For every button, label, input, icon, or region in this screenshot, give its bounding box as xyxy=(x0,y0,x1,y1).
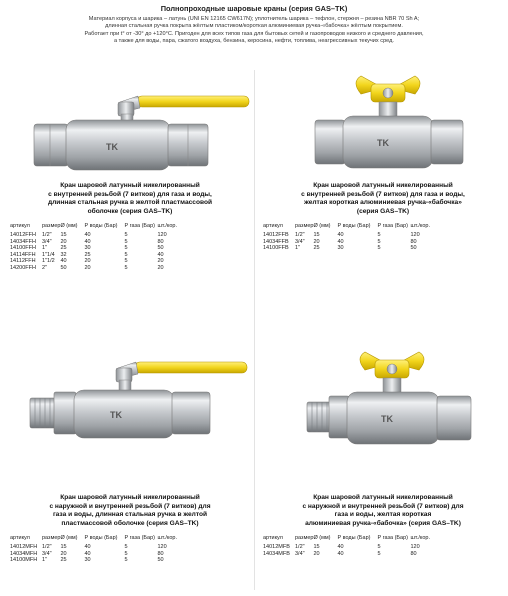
table-cell: 5 xyxy=(124,264,128,271)
column-header: P воды (Бар) xyxy=(337,535,371,541)
brand-mark: TK xyxy=(377,138,389,148)
table-cell: 120 xyxy=(157,544,167,550)
table-cell: 40 xyxy=(337,232,344,238)
brand-mark: TK xyxy=(381,414,393,424)
table-cell: 40 xyxy=(84,544,91,550)
intro-line: длинная стальная ручка покрыта жёлтым пластиком/короткая алюминиевая ручка-«бабочка» жёлтым покрытием. xyxy=(105,23,403,30)
table-cell: 5 xyxy=(124,557,128,564)
table-row xyxy=(263,239,440,246)
column-header: артикул xyxy=(263,535,283,541)
table-header-row xyxy=(263,532,440,544)
table-cell: 1/2" xyxy=(295,232,305,238)
product-title-line: с внутренней резьбой (7 витков) для газа и воды, xyxy=(301,190,465,198)
table-cell: 120 xyxy=(157,232,167,238)
table-cell: 14034MFH xyxy=(10,550,38,557)
column-header: шт./кор. xyxy=(410,535,430,541)
table-row xyxy=(10,239,187,246)
table-cell: 50 xyxy=(60,264,67,271)
product-title-line: с наружной и внутренней резьбой (7 витков) для xyxy=(49,502,211,510)
table-cell: 5 xyxy=(124,251,128,258)
column-header: артикул xyxy=(10,223,30,229)
product-title-line: с наружной и внутренней резьбой (7 витков) для xyxy=(302,502,464,510)
table-row xyxy=(10,544,187,551)
table-cell: 15 xyxy=(313,544,320,550)
table-cell: 1" xyxy=(42,245,48,252)
table-cell: 40 xyxy=(337,550,344,557)
product-title-line: газа и воды, желтая короткая xyxy=(334,511,432,519)
table-cell: 3/4" xyxy=(42,238,52,245)
spec-table xyxy=(10,532,187,564)
column-header: шт./кор. xyxy=(410,223,430,229)
product-title-line: с внутренней резьбой (7 витков) для газа и воды, xyxy=(48,190,212,198)
table-cell: 80 xyxy=(157,550,164,557)
table-cell: 20 xyxy=(84,264,91,271)
table-header-row xyxy=(10,532,187,544)
table-cell: 14012FFB xyxy=(263,232,289,238)
table-cell: 14034FFB xyxy=(263,238,289,245)
table-header-row xyxy=(263,220,440,232)
table-cell: 14100MFH xyxy=(10,557,38,564)
table-cell: 50 xyxy=(157,557,164,564)
column-header: P газа (Бар) xyxy=(124,223,155,229)
page-title: Полнопроходные шаровые краны (серия GAS–TK) xyxy=(160,4,348,13)
table-cell: 5 xyxy=(124,544,128,550)
table-cell: 80 xyxy=(157,238,164,245)
product-title xyxy=(10,494,250,528)
column-header: размер xyxy=(42,535,61,541)
product-title-line: Кран шаровой латунный никелированный xyxy=(60,182,200,189)
table-cell: 5 xyxy=(377,232,381,238)
table-cell: 20 xyxy=(313,550,320,557)
table-cell: 120 xyxy=(410,544,420,550)
table-cell: 20 xyxy=(157,264,164,271)
product-title-line: (серия GAS–TK) xyxy=(356,207,410,215)
table-cell: 80 xyxy=(410,550,417,557)
table-cell: 1" xyxy=(295,245,301,252)
table-cell: 40 xyxy=(337,238,344,245)
product-title-line: оболочке (серия GAS–TK) xyxy=(87,207,173,215)
spec-table xyxy=(263,532,440,557)
intro-text xyxy=(10,16,498,45)
ball-valve-butterfly-female-icon xyxy=(309,72,469,172)
table-cell: 5 xyxy=(377,550,381,557)
table-cell: 14012FFH xyxy=(10,232,36,238)
table-cell: 2" xyxy=(42,264,48,271)
column-header: P газа (Бар) xyxy=(377,223,408,229)
table-cell: 1" xyxy=(42,557,48,564)
table-row xyxy=(10,245,187,252)
column-header: Ø (мм) xyxy=(60,535,78,541)
ball-valve-butterfly-male-female-icon xyxy=(305,348,475,448)
table-cell: 3/4" xyxy=(42,550,52,557)
table-cell: 5 xyxy=(377,245,381,252)
table-cell: 20 xyxy=(60,550,67,557)
column-header: размер xyxy=(295,223,314,229)
product-title-line: Кран шаровой латунный никелированный xyxy=(60,494,200,501)
product-title-line: желтая короткая алюминиевая ручка-«бабочка» xyxy=(304,199,462,207)
product-title-line: пластмассовой оболочке (серия GAS–TK) xyxy=(61,519,199,527)
table-cell: 14100FFH xyxy=(10,245,36,252)
table-cell: 120 xyxy=(410,232,420,238)
table-cell: 50 xyxy=(157,245,164,252)
column-header: шт./кор. xyxy=(157,223,177,229)
column-header: P воды (Бар) xyxy=(84,223,118,229)
table-cell: 5 xyxy=(124,258,128,265)
table-cell: 14034FFH xyxy=(10,238,36,245)
product-title xyxy=(10,182,250,216)
column-header: размер xyxy=(295,535,314,541)
column-header: Ø (мм) xyxy=(313,535,331,541)
intro-line: Материал корпуса и шарика – латунь (UNI EN 12165 CW617N); уплотнитель шарика – тефлон, стержня – резина NBR 70 Sh A; xyxy=(88,16,420,22)
product-title-line: Кран шаровой латунный никелированный xyxy=(313,494,453,501)
table-cell: 1"1/2 xyxy=(42,258,55,265)
table-cell: 3/4" xyxy=(295,238,305,245)
spec-table xyxy=(263,220,440,252)
product-title-line: Кран шаровой латунный никелированный xyxy=(313,182,453,189)
column-header: артикул xyxy=(10,535,30,541)
table-row xyxy=(10,252,187,259)
table-cell: 32 xyxy=(60,251,67,258)
column-header: P газа (Бар) xyxy=(377,535,408,541)
product-title-line: алюминиевая ручка-«бабочка» (серия GAS–TK) xyxy=(305,519,461,527)
table-cell: 1"1/4 xyxy=(42,251,55,258)
table-cell: 20 xyxy=(60,238,67,245)
table-cell: 5 xyxy=(124,232,128,238)
column-header: P воды (Бар) xyxy=(84,535,118,541)
brand-mark: TK xyxy=(110,410,122,420)
table-cell: 14012MFH xyxy=(10,544,38,550)
table-cell: 5 xyxy=(377,238,381,245)
table-row xyxy=(263,544,440,551)
column-header: шт./кор. xyxy=(157,535,177,541)
spec-table xyxy=(10,220,187,272)
table-cell: 30 xyxy=(84,245,91,252)
table-row xyxy=(10,232,187,239)
table-cell: 5 xyxy=(377,544,381,550)
table-row xyxy=(10,258,187,265)
column-header: P газа (Бар) xyxy=(124,535,155,541)
table-row xyxy=(10,265,187,272)
table-cell: 50 xyxy=(410,245,417,252)
table-cell: 15 xyxy=(313,232,320,238)
ball-valve-long-lever-male-female-icon xyxy=(26,338,256,448)
table-cell: 25 xyxy=(84,251,91,258)
table-cell: 3/4" xyxy=(295,550,305,557)
intro-line: Работает при t° от -30° до +120°C. Пригоден для всех типов газа для бытовых сетей и газопроводов низкого и среднего давления, xyxy=(84,30,424,37)
column-header: Ø (мм) xyxy=(60,223,78,229)
table-cell: 80 xyxy=(410,238,417,245)
table-row xyxy=(263,551,440,558)
table-cell: 5 xyxy=(124,238,128,245)
intro-line: а также для воды, пара, сжатого воздуха, бензина, керосина, нефти, топлива, неагрессивных текучих сред. xyxy=(114,37,394,44)
column-header: артикул xyxy=(263,223,283,229)
table-cell: 1/2" xyxy=(42,544,52,550)
table-row xyxy=(10,557,187,564)
column-header: Ø (мм) xyxy=(313,223,331,229)
table-cell: 14112FFH xyxy=(10,258,36,265)
table-row xyxy=(263,232,440,239)
table-cell: 30 xyxy=(337,245,344,252)
table-cell: 40 xyxy=(337,544,344,550)
table-cell: 14100FFB xyxy=(263,245,289,252)
product-title-line: длинная стальная ручка в желтой пластмассовой xyxy=(47,199,213,207)
table-cell: 5 xyxy=(124,245,128,252)
table-cell: 40 xyxy=(84,232,91,238)
table-cell: 14114FFH xyxy=(10,251,36,258)
table-cell: 25 xyxy=(60,245,67,252)
table-row xyxy=(10,551,187,558)
table-cell: 40 xyxy=(60,258,67,265)
product-title xyxy=(263,182,503,216)
table-row xyxy=(263,245,440,252)
column-header: размер xyxy=(42,223,61,229)
product-title xyxy=(263,494,503,528)
table-cell: 15 xyxy=(60,232,67,238)
table-cell: 14012MFB xyxy=(263,544,290,550)
table-cell: 20 xyxy=(84,258,91,265)
table-cell: 5 xyxy=(124,550,128,557)
table-cell: 40 xyxy=(157,251,164,258)
table-cell: 30 xyxy=(84,557,91,564)
table-cell: 20 xyxy=(313,238,320,245)
table-header-row xyxy=(10,220,187,232)
table-cell: 15 xyxy=(60,544,67,550)
table-cell: 14200FFH xyxy=(10,264,36,271)
ball-valve-long-lever-female-icon xyxy=(28,72,258,172)
table-cell: 20 xyxy=(157,258,164,265)
brand-mark: TK xyxy=(106,142,118,152)
column-header: P воды (Бар) xyxy=(337,223,371,229)
table-cell: 25 xyxy=(313,245,320,252)
table-cell: 40 xyxy=(84,550,91,557)
table-cell: 1/2" xyxy=(295,544,305,550)
table-cell: 25 xyxy=(60,557,67,564)
table-cell: 14034MFB xyxy=(263,550,290,557)
table-cell: 40 xyxy=(84,238,91,245)
table-cell: 1/2" xyxy=(42,232,52,238)
product-title-line: газа и воды, длинная стальная ручка в желтой xyxy=(52,511,208,519)
